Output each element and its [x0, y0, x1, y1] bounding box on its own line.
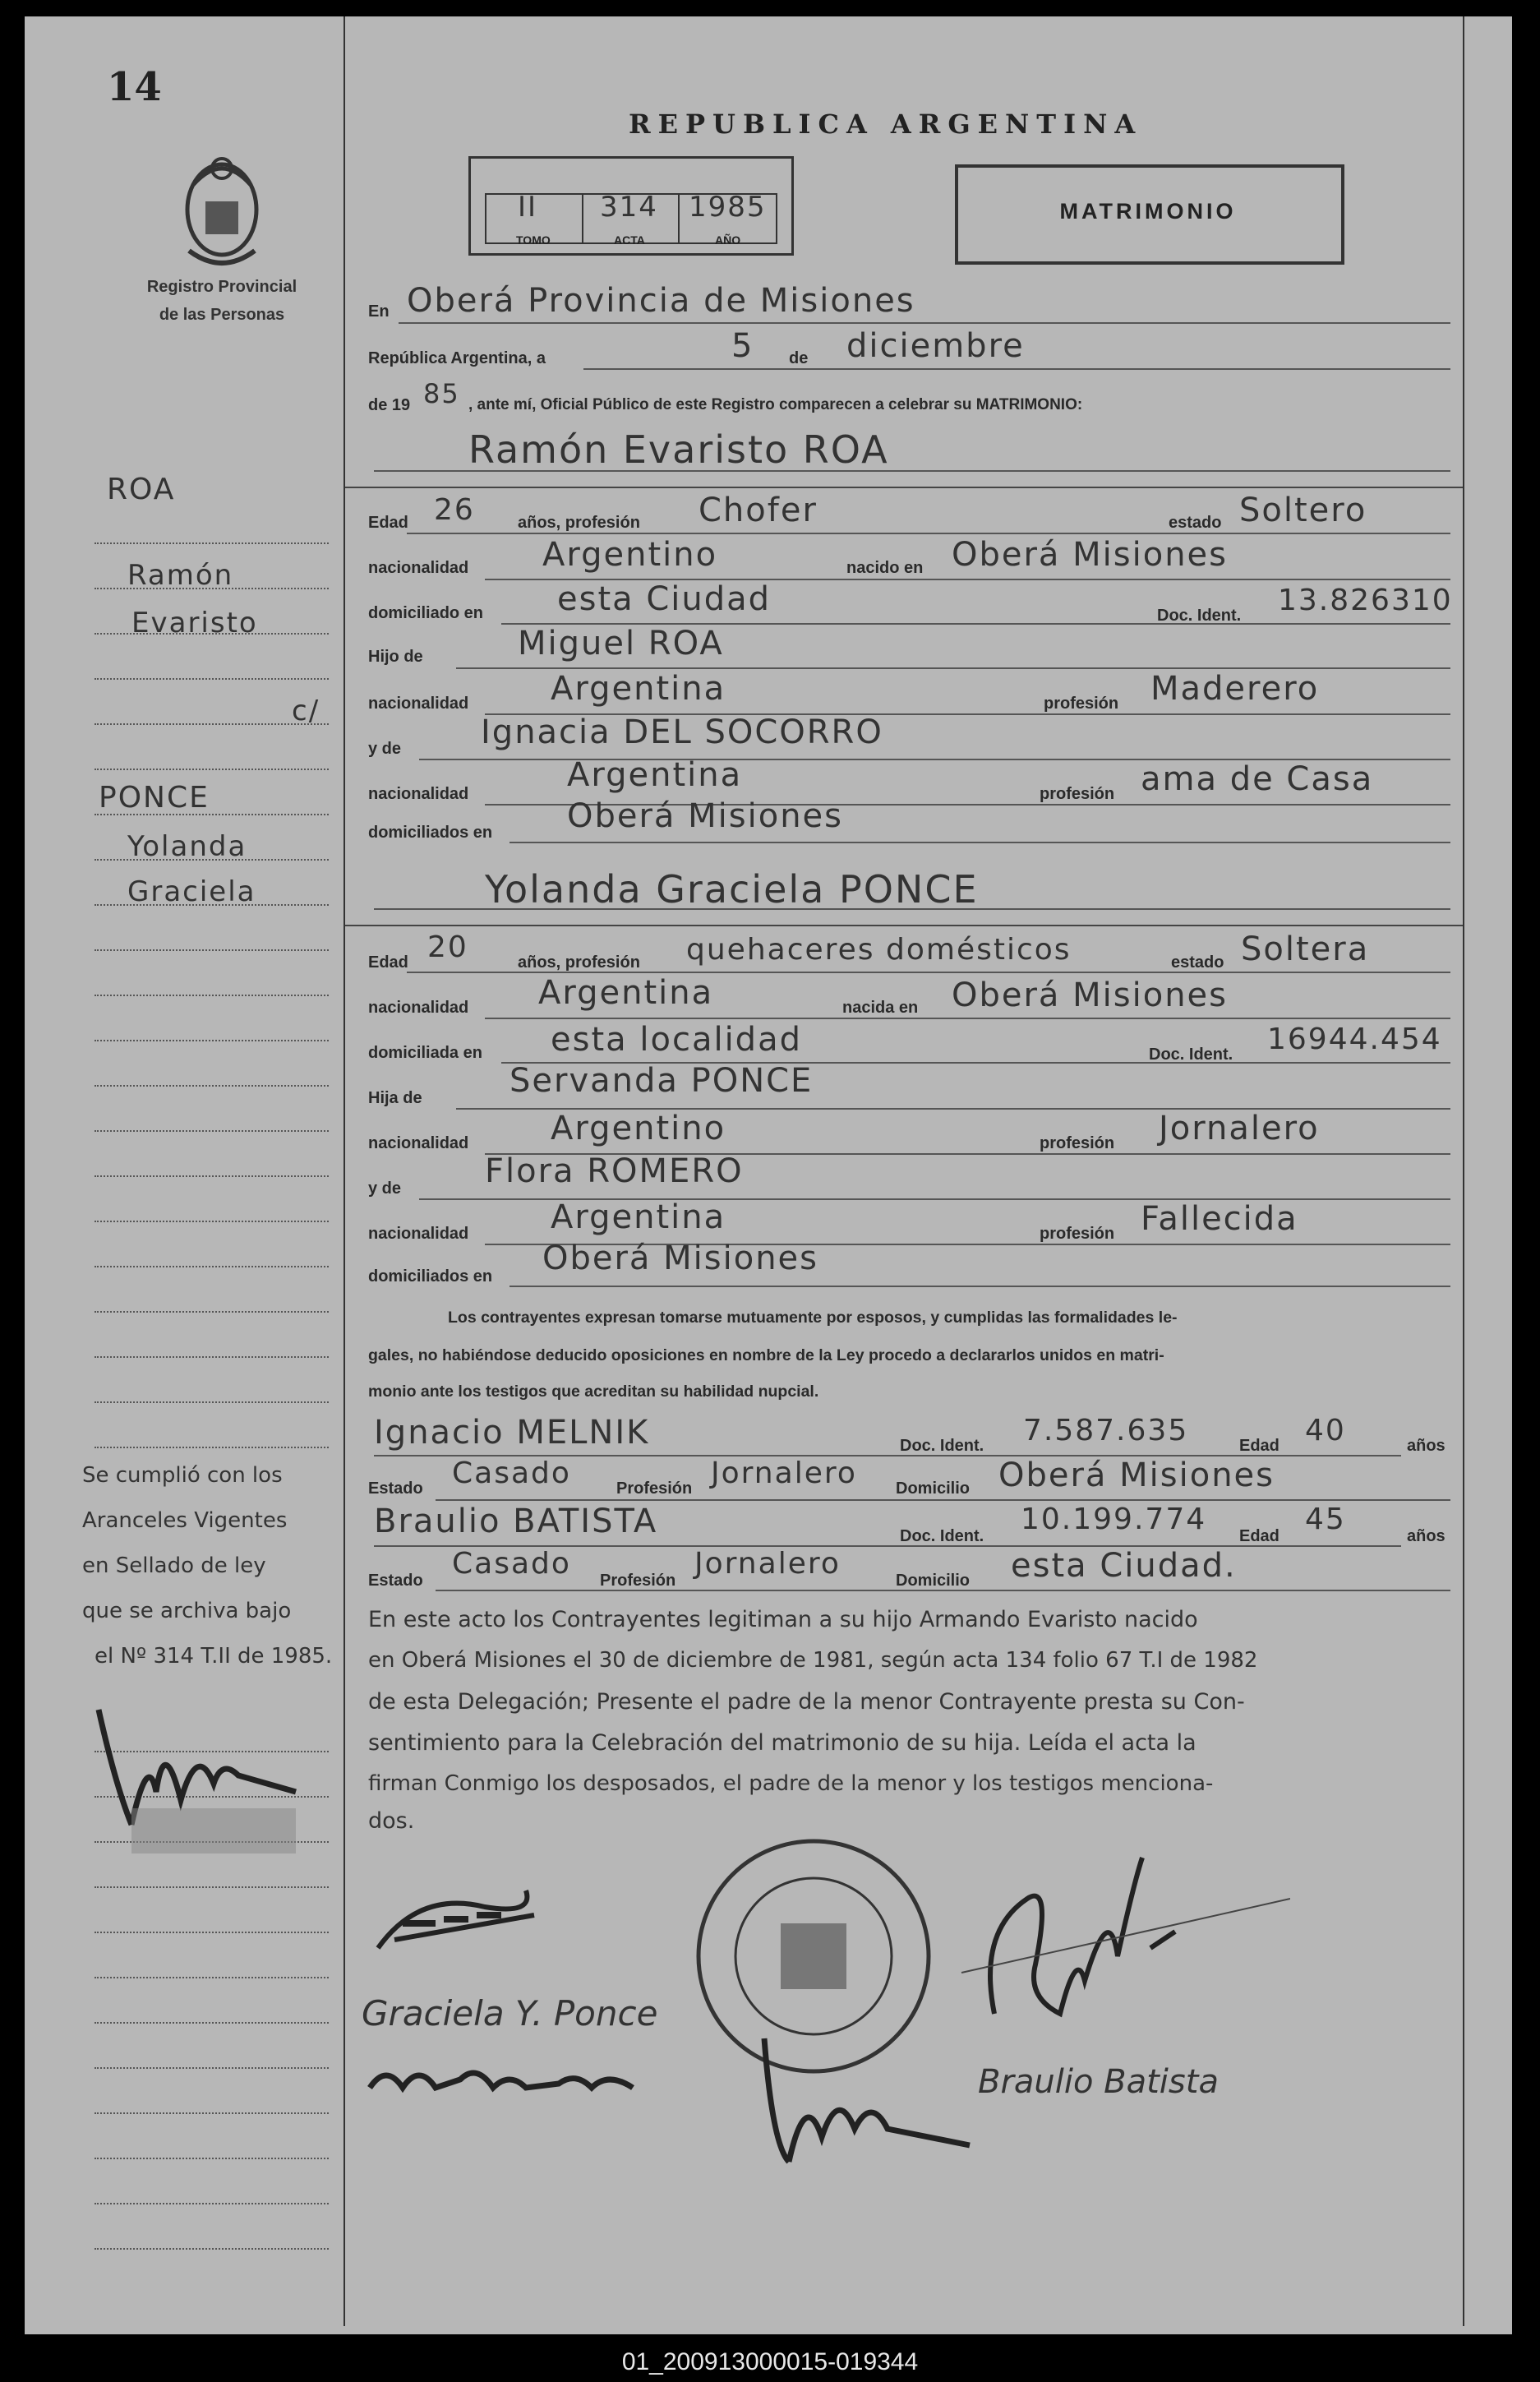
witness-1-edad-label: Edad	[1239, 1437, 1279, 1455]
witness-2-dom-label: Domicilio	[896, 1572, 971, 1590]
fee-note-1: Se cumplió con los	[82, 1463, 283, 1488]
line	[374, 470, 1450, 472]
dotted-line	[95, 1266, 329, 1267]
note-line-2: en Oberá Misiones el 30 de diciembre de 1981, según acta 134 folio 67 T.I de 1982	[368, 1648, 1258, 1673]
dotted-line	[95, 1130, 329, 1132]
dotted-line	[95, 1447, 329, 1448]
groom-anos-label: años, profesión	[518, 514, 640, 532]
groom-doc: 13.826310	[1278, 584, 1453, 617]
dotted-line	[95, 1401, 329, 1403]
groom-padre-nac: Argentina	[551, 670, 726, 708]
witness-2-edad: 45	[1305, 1503, 1346, 1536]
dotted-line	[95, 2203, 329, 2204]
intro-anio: 85	[423, 378, 460, 409]
coat-of-arms-icon	[177, 144, 267, 275]
dotted-line	[95, 2067, 329, 2069]
dotted-line	[95, 1932, 329, 1933]
fee-note-4: que se archiva bajo	[82, 1599, 292, 1623]
note-line-4: sentimiento para la Celebración del matrimonio de su hija. Leída el acta la	[368, 1730, 1196, 1756]
bride-padre-nac: Argentino	[551, 1110, 726, 1147]
republica-label: República Argentina, a	[368, 349, 546, 367]
witness-1-estado-label: Estado	[368, 1480, 423, 1498]
witness-1-name: Ignacio MELNIK	[374, 1414, 650, 1452]
line	[509, 1286, 1450, 1287]
line	[407, 972, 1450, 973]
bride-nacida-en: Oberá Misiones	[952, 976, 1229, 1014]
groom-nacido-label: nacido en	[846, 559, 924, 577]
dotted-line	[95, 1977, 329, 1978]
intro-dia: 5	[731, 327, 754, 365]
intro-lugar: Oberá Provincia de Misiones	[407, 282, 915, 320]
note-line-3: de esta Delegación; Presente el padre de la menor Contrayente presta su Con-	[368, 1689, 1245, 1715]
bride-padre-prof-label: profesión	[1040, 1134, 1115, 1152]
groom-padres-dom-label: domiciliados en	[368, 824, 493, 842]
groom-madre-prof-label: profesión	[1040, 785, 1115, 803]
bride-edad-label: Edad	[368, 953, 408, 972]
margin-signature-icon	[82, 1685, 329, 1866]
bride-estado: Soltera	[1241, 930, 1370, 968]
groom-padre-prof-label: profesión	[1044, 695, 1119, 713]
declaration-line-3: monio ante los testigos que acreditan su habilidad nupcial.	[368, 1383, 819, 1401]
dotted-line	[95, 949, 329, 951]
bride-madre-prof: Fallecida	[1141, 1200, 1298, 1238]
witness-1-estado: Casado	[452, 1456, 571, 1490]
groom-profesion: Chofer	[699, 492, 818, 529]
bride-y-de-label: y de	[368, 1179, 402, 1198]
dotted-line	[95, 2158, 329, 2159]
line	[407, 533, 1450, 534]
groom-nac-label: nacionalidad	[368, 559, 469, 577]
witness-2-domicilio: esta Ciudad.	[1011, 1547, 1237, 1585]
bride-padre: Servanda PONCE	[509, 1062, 814, 1100]
registry-divider-1	[582, 193, 583, 242]
witness-1-doc: 7.587.635	[1023, 1414, 1189, 1447]
groom-estado: Soltero	[1239, 492, 1367, 529]
bride-nacionalidad: Argentina	[538, 974, 714, 1012]
dotted-line	[95, 1085, 329, 1087]
father-signature-icon	[362, 2047, 707, 2121]
right-margin-line	[1463, 16, 1464, 2326]
groom-padres-dom: Oberá Misiones	[567, 797, 844, 835]
left-margin-line	[344, 16, 345, 2326]
groom-madre-nac-label: nacionalidad	[368, 785, 469, 803]
dotted-line	[95, 1356, 329, 1358]
bride-nac-label: nacionalidad	[368, 999, 469, 1017]
dotted-line	[95, 995, 329, 996]
witness-1-profesion: Jornalero	[711, 1456, 857, 1490]
witness-1-anos: años	[1407, 1437, 1445, 1455]
line	[374, 908, 1450, 910]
margin-yolanda: Yolanda	[127, 830, 247, 863]
witness-2-doc: 10.199.774	[1021, 1503, 1207, 1536]
line	[436, 1590, 1450, 1591]
fee-note-5: el Nº 314 T.II de 1985.	[95, 1644, 333, 1669]
groom-doc-label: Doc. Ident.	[1157, 607, 1242, 625]
witness-2-name: Braulio BATISTA	[374, 1503, 658, 1540]
acta-value: 314	[600, 191, 658, 224]
margin-graciela: Graciela	[127, 875, 256, 908]
groom-edad-label: Edad	[368, 514, 408, 532]
groom-padre: Miguel ROA	[518, 625, 724, 662]
witness-2-estado-label: Estado	[368, 1572, 423, 1590]
witness-2-prof-label: Profesión	[600, 1572, 676, 1590]
bride-doc-label: Doc. Ident.	[1149, 1046, 1233, 1064]
dotted-line	[95, 2112, 329, 2114]
country-title: REPUBLICA ARGENTINA	[629, 108, 1143, 140]
witness-2-signature: Braulio Batista	[978, 2063, 1219, 2101]
dotted-line	[95, 1311, 329, 1313]
bride-padres-dom-label: domiciliados en	[368, 1267, 493, 1286]
anio-label: AÑO	[715, 233, 741, 247]
registro-label-2: de las Personas	[159, 306, 285, 324]
margin-evaristo: Evaristo	[131, 607, 258, 639]
dotted-line	[95, 769, 329, 770]
bride-nacida-label: nacida en	[842, 999, 919, 1017]
bride-estado-label: estado	[1171, 953, 1224, 972]
witness-1-doc-label: Doc. Ident.	[900, 1437, 984, 1455]
groom-madre: Ignacia DEL SOCORRO	[481, 713, 883, 751]
acta-label: ACTA	[614, 233, 645, 247]
page-number: 14	[107, 64, 162, 110]
line	[485, 1018, 1450, 1019]
witness-1-prof-label: Profesión	[616, 1480, 693, 1498]
bride-padres-dom: Oberá Misiones	[542, 1239, 819, 1277]
dotted-line	[95, 1175, 329, 1177]
witness-1-domicilio: Oberá Misiones	[998, 1456, 1275, 1494]
bride-profesion: quehaceres domésticos	[686, 933, 1072, 967]
bride-padre-prof: Jornalero	[1159, 1110, 1320, 1147]
bride-domicilio: esta localidad	[551, 1021, 802, 1059]
groom-estado-label: estado	[1169, 514, 1222, 532]
divider	[345, 925, 1463, 926]
intro-text: , ante mí, Oficial Público de este Registro comparecen a celebrar su MATRIMONIO:	[468, 396, 1083, 413]
groom-dom-label: domiciliado en	[368, 604, 484, 622]
witness-2-anos: años	[1407, 1527, 1445, 1545]
note-line-5: firman Conmigo los desposados, el padre de la menor y los testigos menciona-	[368, 1771, 1214, 1796]
dotted-line	[95, 542, 329, 544]
groom-nacido-en: Oberá Misiones	[952, 536, 1229, 574]
bride-madre-nac: Argentina	[551, 1198, 726, 1236]
declaration-line-1: Los contrayentes expresan tomarse mutuamente por esposos, y cumplidas las formalidades le-	[448, 1309, 1178, 1327]
de19-label: de 19	[368, 396, 411, 414]
act-type-label: MATRIMONIO	[1059, 199, 1237, 224]
groom-padre-nac-label: nacionalidad	[368, 695, 469, 713]
anio-value: 1985	[689, 191, 767, 224]
dotted-line	[95, 1886, 329, 1888]
bride-edad: 20	[427, 930, 468, 964]
witness-1-edad: 40	[1305, 1414, 1346, 1447]
witness-2-edad-label: Edad	[1239, 1527, 1279, 1545]
tomo-label: TOMO	[516, 233, 551, 247]
bride-madre-prof-label: profesión	[1040, 1225, 1115, 1243]
groom-y-de-label: y de	[368, 740, 402, 758]
witness-1-signature-icon	[945, 1849, 1290, 2047]
bride-padre-nac-label: nacionalidad	[368, 1134, 469, 1152]
tomo-value: II	[518, 191, 538, 224]
margin-ramon: Ramón	[127, 559, 234, 592]
groom-padre-prof: Maderero	[1150, 670, 1320, 708]
groom-nacionalidad: Argentino	[542, 536, 718, 574]
line	[456, 667, 1450, 669]
margin-roa: ROA	[107, 473, 176, 506]
line	[399, 322, 1450, 324]
bride-hija-label: Hija de	[368, 1089, 422, 1107]
en-label: En	[368, 302, 390, 321]
fee-note-2: Aranceles Vigentes	[82, 1508, 288, 1533]
witness-1-dom-label: Domicilio	[896, 1480, 971, 1498]
groom-madre-nac: Argentina	[567, 756, 743, 794]
dotted-line	[95, 678, 329, 680]
groom-signature-icon	[370, 1874, 551, 1964]
fee-note-3: en Sellado de ley	[82, 1553, 266, 1578]
bride-dom-label: domiciliada en	[368, 1044, 482, 1062]
document-page	[25, 16, 1512, 2334]
bride-full-name: Yolanda Graciela PONCE	[485, 867, 979, 912]
note-line-6: dos.	[368, 1808, 415, 1834]
dotted-line	[95, 1221, 329, 1222]
groom-domicilio: esta Ciudad	[557, 580, 772, 618]
groom-full-name: Ramón Evaristo ROA	[468, 427, 889, 472]
divider	[345, 487, 1463, 488]
groom-hijo-label: Hijo de	[368, 648, 423, 666]
de-label: de	[789, 349, 809, 367]
witness-2-profesion: Jornalero	[694, 1547, 841, 1581]
dotted-line	[95, 2248, 329, 2250]
note-line-1: En este acto los Contrayentes legitiman a su hijo Armando Evaristo nacido	[368, 1607, 1198, 1632]
line	[436, 1499, 1450, 1501]
bride-madre-nac-label: nacionalidad	[368, 1225, 469, 1243]
groom-madre-prof: ama de Casa	[1141, 760, 1374, 798]
groom-edad: 26	[434, 493, 475, 527]
line	[583, 368, 1450, 370]
declaration-line-2: gales, no habiéndose deducido oposiciones en nombre de la Ley procedo a declararlos unidos en matri-	[368, 1346, 1164, 1364]
bride-signature: Graciela Y. Ponce	[362, 1993, 658, 2033]
witness-2-doc-label: Doc. Ident.	[900, 1527, 984, 1545]
dotted-line	[95, 1040, 329, 1041]
bride-madre: Flora ROMERO	[485, 1152, 744, 1190]
margin-c: c/	[292, 695, 320, 727]
margin-ponce: PONCE	[99, 781, 210, 815]
bride-anos-label: años, profesión	[518, 953, 640, 972]
intro-mes: diciembre	[846, 327, 1025, 365]
image-id-footer: 01_200913000015-019344	[621, 2348, 919, 2375]
witness-2-estado: Casado	[452, 1547, 571, 1581]
dotted-line	[95, 2022, 329, 2024]
official-signature-icon	[740, 2022, 986, 2186]
registry-divider-2	[678, 193, 680, 242]
registro-label: Registro Provincial	[146, 278, 297, 296]
line	[509, 842, 1450, 843]
bride-doc: 16944.454	[1267, 1023, 1442, 1056]
